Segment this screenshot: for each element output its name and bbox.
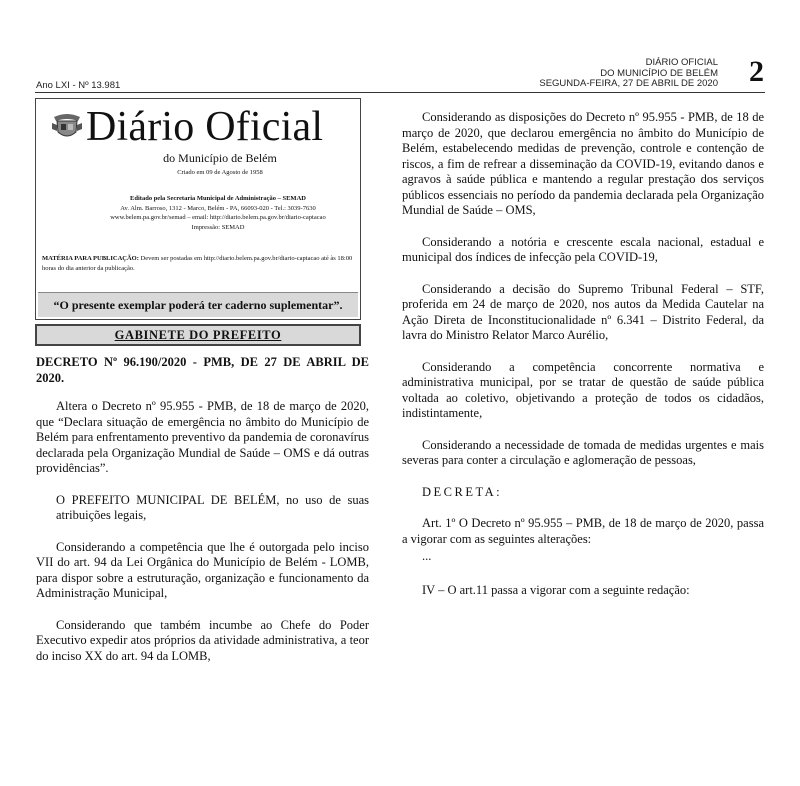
masthead-title: Diário Oficial [86,104,324,150]
decree-summary: Altera o Decreto nº 95.955 - PMB, de 18 de março de 2020, que “Declara situação de emergência no âmbito do Município de Belém para enfrentamento preventivo da pandemia de coronavírus declarada pela Organização Mundial de Saúde – OMS e dá outras providências”. [36,399,369,475]
masthead-created: Criado em 09 de Agosto de 1958 [177,169,263,176]
considering-paragraph: Considerando a competência que lhe é outorgada pelo inciso VII do art. 94 da Lei Orgânica do Município de Belém - LOMB, para dispor sobre a estruturação, organização e funcionamento da Administração Municipal, [36,539,369,600]
considering-paragraph: Considerando as disposições do Decreto nº 95.955 - PMB, de 18 de março de 2020, que declarou emergência no âmbito do Município de Belém, estabelecendo medidas de prevenção, controle e contenção de riscos, a fim de refrear a disseminação da COVID-19, evitando danos e agravos à saúde pública e mantendo a regular prestação dos serviços públicos essenciais no período da pandemia declarada pela Organização Mundial de Saúde – OMS, [402,110,764,217]
decree-title: DECRETO Nº 96.190/2020 - PMB, DE 27 DE ABRIL DE 2020. [36,355,369,385]
decreta-heading: DECRETA: [422,484,503,499]
running-head-date: SEGUNDA-FEIRA, 27 DE ABRIL DE 2020 [539,78,718,89]
coat-of-arms-icon [50,111,84,141]
running-head-line-2: DO MUNICÍPIO DE BELÉM [600,67,718,79]
considering-paragraph: Considerando a decisão do Supremo Tribunal Federal – STF, proferida em 24 de março de 2020, nos autos da Medida Cautelar na Ação Direta de Inconstitucionalidade nº 6.341 – Distrito Federal, da lavra do Ministro Relator Marco Aurélio, [402,281,764,342]
masthead-address: Av. Alm. Barroso, 1312 - Marco, Belém - PA, 66093-020 - Tel.: 3039-7630 [120,204,316,212]
item-iv: IV – O art.11 passa a vigorar com a seguinte redação: [422,582,690,597]
section-heading: GABINETE DO PREFEITO [35,324,361,346]
mayor-preamble: O PREFEITO MUNICIPAL DE BELÉM, no uso de suas atribuições legais, [56,492,369,522]
publication-text: Devem ser postadas em http://diario.belem.pa.gov.br/diario-captacao até às 18:00 horas do dia anterior da publicação. [42,255,353,272]
considering-paragraph: Considerando a competência concorrente normativa e administrativa municipal, por se tratar de questão de saúde pública voltada ao coletivo, objetivando a proteção de todos os cidadãos, indistintamente, [402,359,764,420]
masthead [35,98,361,320]
supplement-notice: “O presente exemplar poderá ter caderno suplementar”. [38,292,358,317]
ellipsis: ... [422,549,432,563]
header-rule [35,92,765,93]
running-head-line-1: DIÁRIO OFICIAL [645,57,718,68]
considering-paragraph: Considerando a notória e crescente escala nacional, estadual e municipal dos índices de infecção pela COVID-19, [402,234,764,264]
running-head [539,58,718,90]
masthead-printing: Impressão: SEMAD [191,223,245,231]
considering-paragraph: Considerando a necessidade de tomada de medidas urgentes e mais severas para conter a circulação e aglomeração de pessoas, [402,437,764,467]
masthead-subtitle: do Município de Belém [163,151,277,165]
masthead-edited-by: Editado pela Secretaria Municipal de Administração – SEMAD [130,195,306,202]
article-1: Art. 1º O Decreto nº 95.955 – PMB, de 18 de março de 2020, passa a vigorar com as seguintes alterações: [402,516,764,546]
left-column [36,355,369,680]
considering-paragraph: Considerando que também incumbe ao Chefe do Poder Executivo expedir atos próprios da atividade administrativa, a teor do inciso XX do art. 94 da LOMB, [36,617,369,663]
page-number: 2 [749,55,764,88]
masthead-info [36,194,360,232]
publication-label: MATÉRIA PARA PUBLICAÇÃO: [42,255,139,262]
right-column [402,110,764,614]
edition-number: Ano LXI - Nº 13.981 [36,80,121,91]
masthead-web: www.belem.pa.gov.br/semad – email: http://diario.belem.pa.gov.br/diario-captacao [110,214,326,221]
publication-notice [42,254,360,274]
